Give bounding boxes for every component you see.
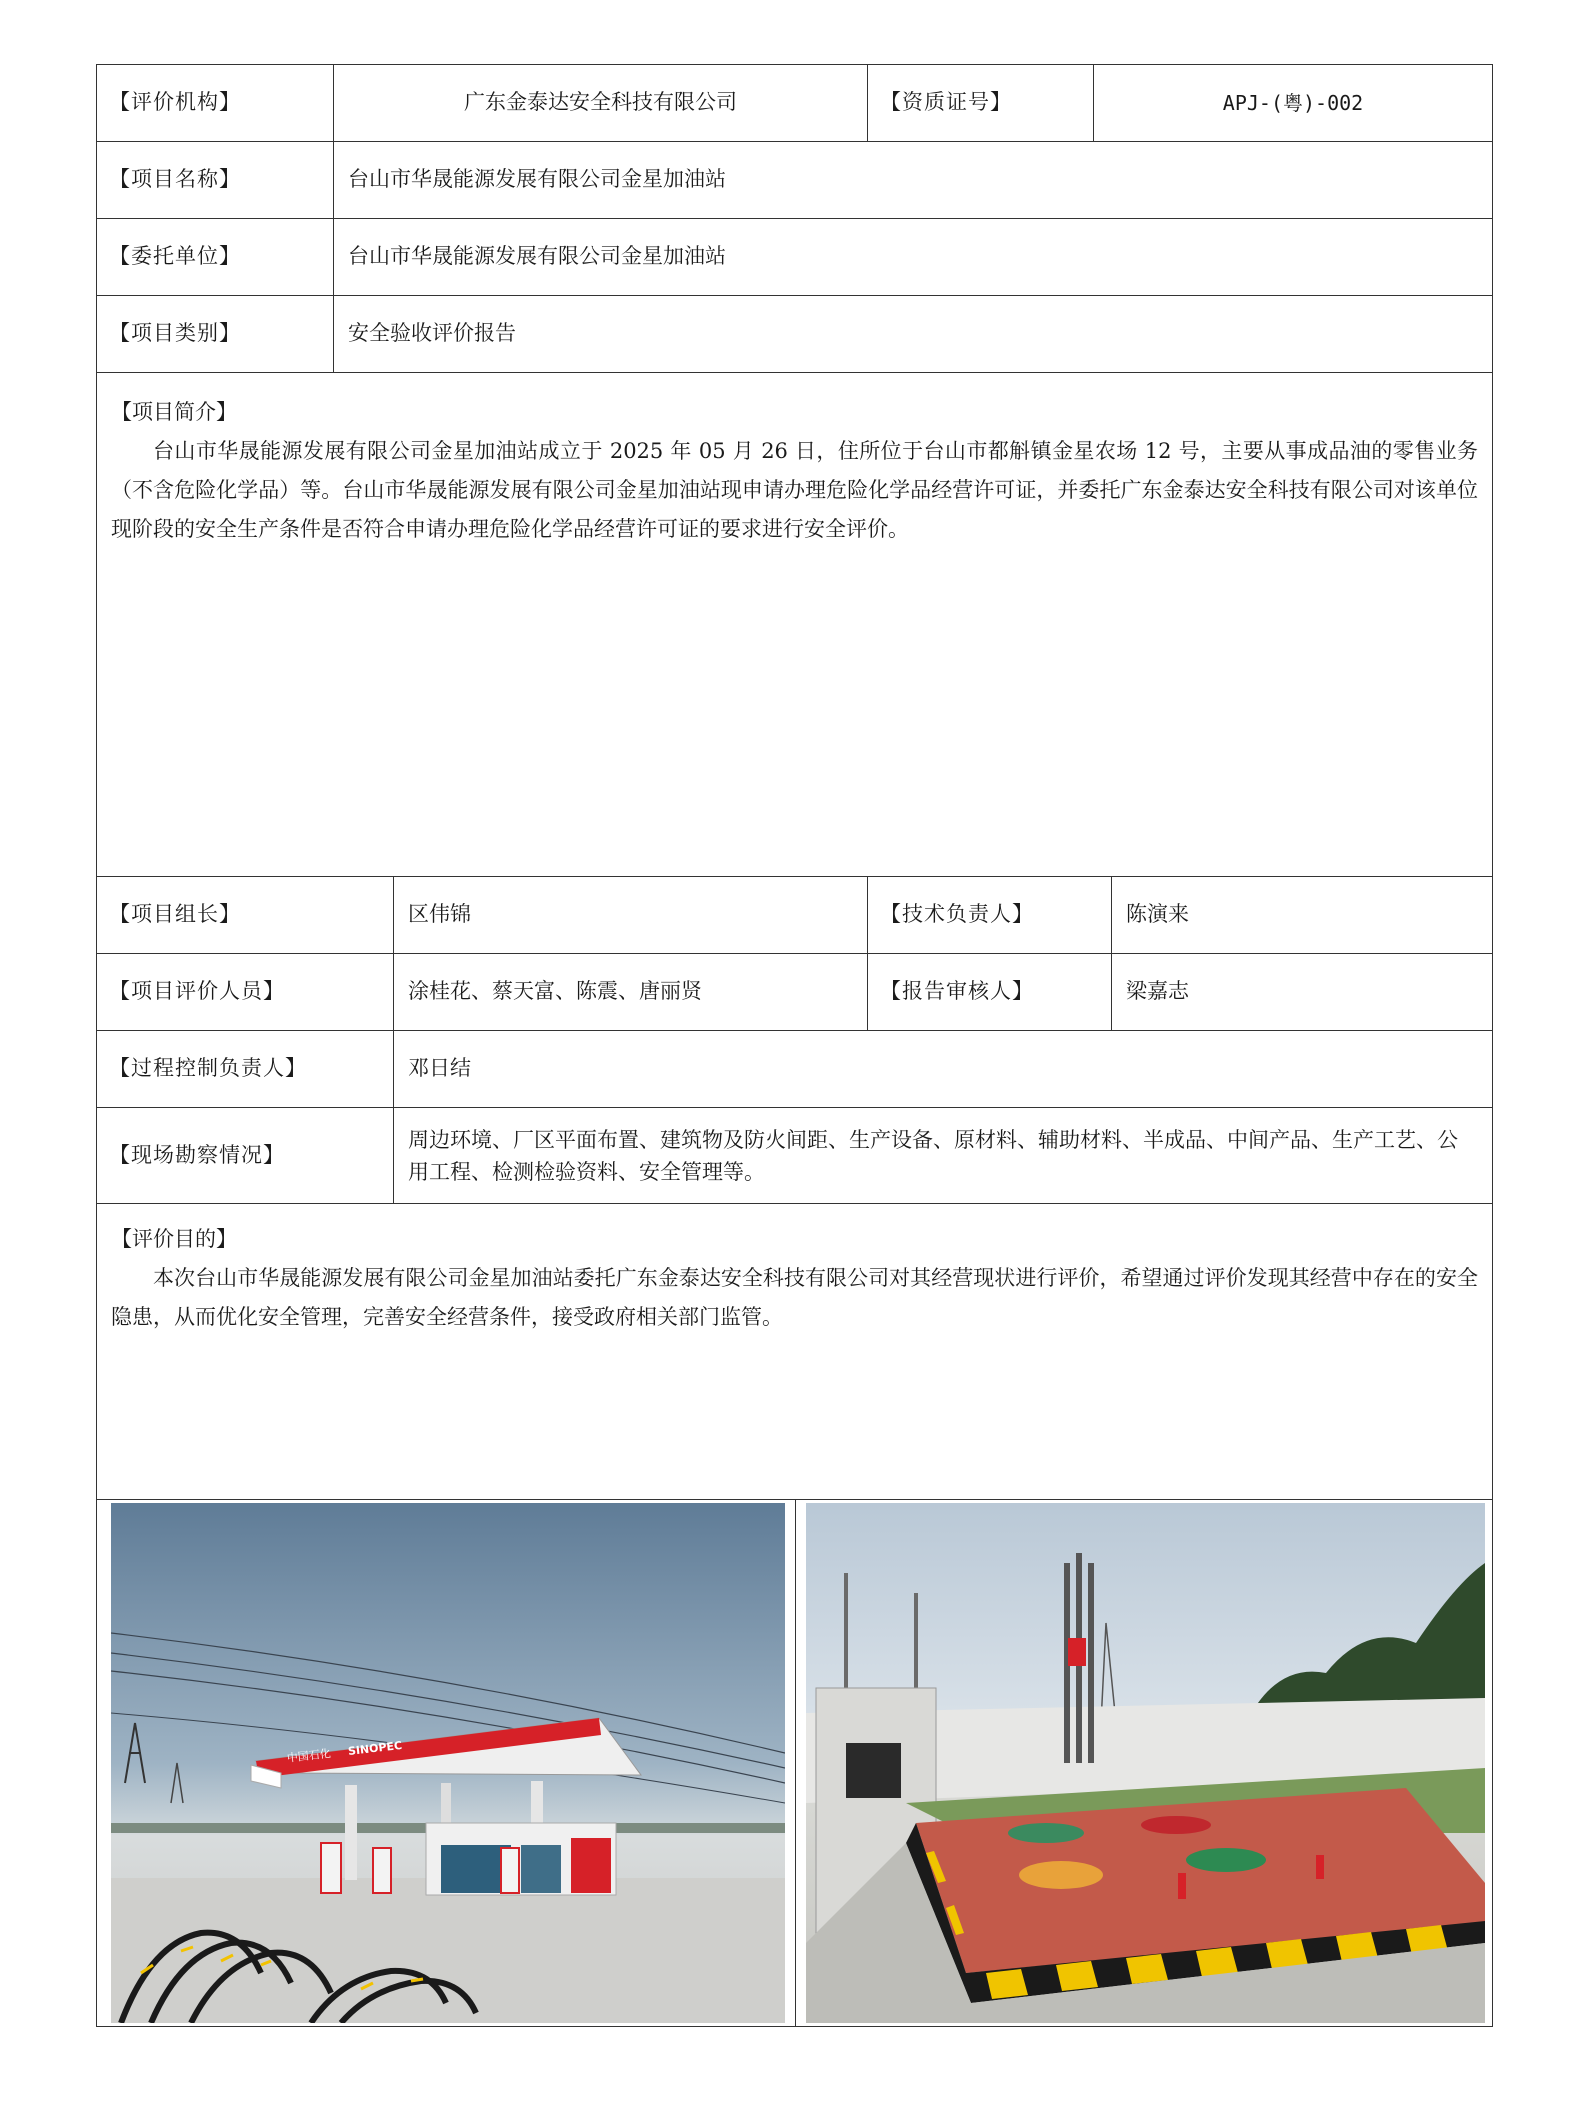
tank-area-photo	[806, 1503, 1485, 2023]
project-name-value: 台山市华晟能源发展有限公司金星加油站	[333, 142, 1492, 218]
client-label: 【委托单位】	[109, 244, 241, 269]
cert-value: APJ-(粤)-002	[1093, 65, 1492, 141]
purpose-section	[97, 1204, 1492, 1500]
evaluators-row	[97, 954, 1492, 1031]
project-type-value: 安全验收评价报告	[333, 296, 1492, 372]
process-row	[97, 1031, 1492, 1108]
purpose-label: 【评价目的】	[111, 1227, 237, 1251]
cert-label: 【资质证号】	[867, 65, 1093, 141]
leader-label: 【项目组长】	[109, 902, 241, 927]
survey-value: 周边环境、厂区平面布置、建筑物及防火间距、生产设备、原材料、辅助材料、半成品、中间产品、生产工艺、公用工程、检测检验资料、安全管理等。	[393, 1108, 1492, 1203]
client-row	[97, 219, 1492, 296]
project-name-label: 【项目名称】	[109, 167, 241, 192]
intro-label: 【项目简介】	[111, 400, 237, 424]
project-type-row	[97, 296, 1492, 373]
leader-value: 区伟锦	[393, 877, 867, 953]
org-value: 广东金泰达安全科技有限公司	[333, 65, 867, 141]
reviewer-value: 梁嘉志	[1111, 954, 1492, 1030]
survey-row	[97, 1108, 1492, 1204]
photo-row	[97, 1500, 1492, 2026]
photo-divider	[795, 1500, 796, 2026]
org-row	[97, 65, 1492, 142]
survey-label: 【现场勘察情况】	[109, 1142, 285, 1167]
leader-row	[97, 877, 1492, 954]
org-label: 【评价机构】	[109, 90, 241, 115]
gas-station-photo	[111, 1503, 785, 2023]
intro-text: 台山市华晟能源发展有限公司金星加油站成立于 2025 年 05 月 26 日，住所位于台山市都斛镇金星农场 12 号，主要从事成品油的零售业务（不含危险化学品）等。台山市华晟能源发展有限公司金星加油站现申请办理危险化学品经营许可证，并委托广东金泰达安全科技有限公司对该单位现阶段的安全生产条件是否符合申请办理危险化学品经营许可证的要求进行安全评价。	[111, 439, 1478, 541]
reviewer-label: 【报告审核人】	[867, 954, 1111, 1030]
sinopec-logo-cn: 中国石化	[286, 1747, 332, 1765]
project-type-label: 【项目类别】	[109, 321, 241, 346]
process-label: 【过程控制负责人】	[109, 1056, 307, 1081]
report-table	[96, 64, 1493, 2027]
evaluators-label: 【项目评价人员】	[109, 979, 285, 1004]
sinopec-logo-en: SINOPEC	[347, 1738, 403, 1758]
client-value: 台山市华晟能源发展有限公司金星加油站	[333, 219, 1492, 295]
process-value: 邓日结	[393, 1031, 1492, 1107]
tech-label: 【技术负责人】	[867, 877, 1111, 953]
intro-section	[97, 373, 1492, 877]
evaluators-value: 涂桂花、蔡天富、陈震、唐丽贤	[393, 954, 867, 1030]
purpose-text: 本次台山市华晟能源发展有限公司金星加油站委托广东金泰达安全科技有限公司对其经营现状进行评价，希望通过评价发现其经营中存在的安全隐患，从而优化安全管理，完善安全经营条件，接受政府相关部门监管。	[111, 1266, 1478, 1329]
project-name-row	[97, 142, 1492, 219]
tech-value: 陈演来	[1111, 877, 1492, 953]
